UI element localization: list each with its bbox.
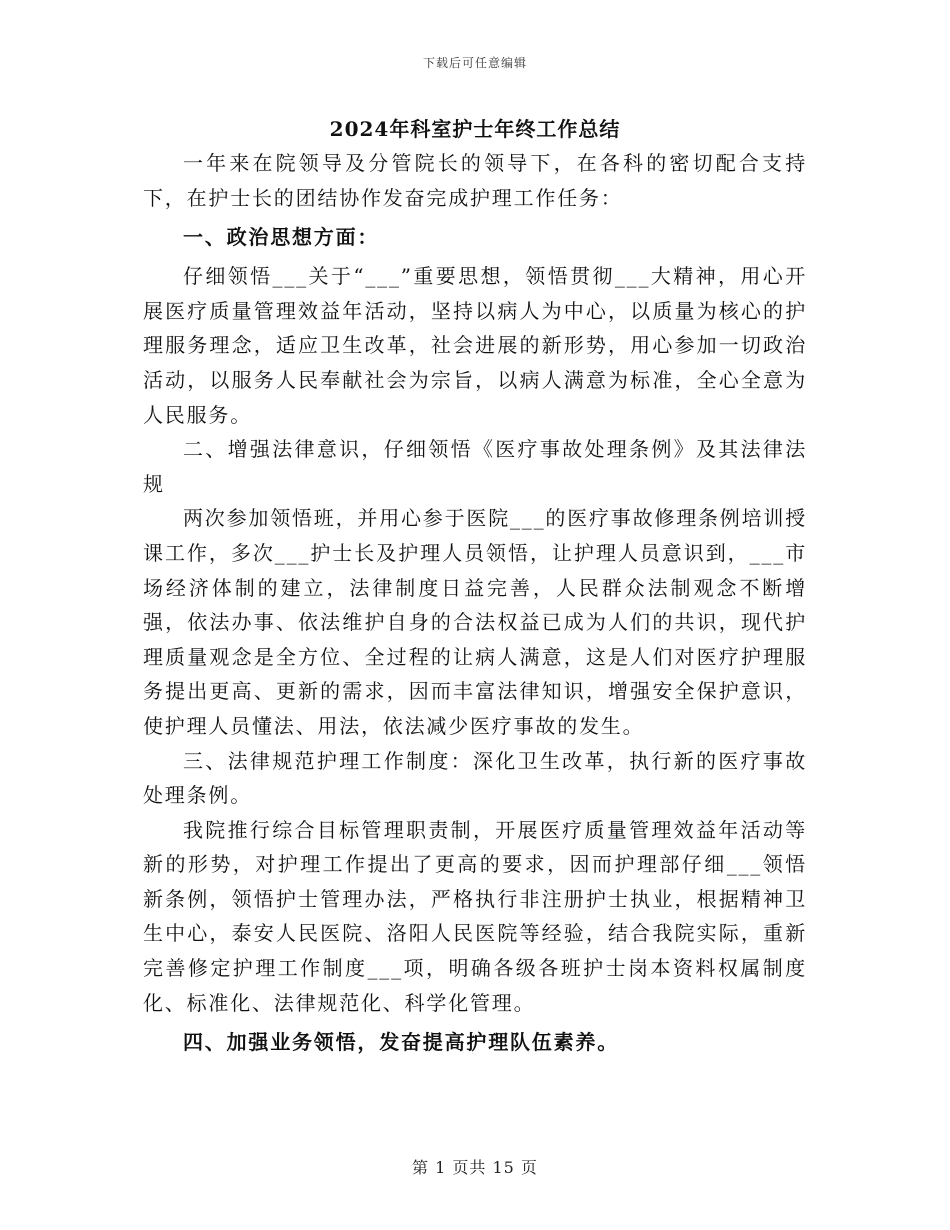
paragraph-rules: 我院推行综合目标管理职责制，开展医疗质量管理效益年活动等新的形势，对护理工作提出了更高的要求，因而护理部仔细___领悟新条例，领悟护士管理办法，严格执行非注册护士执业，根据精神卫生中心，泰安人民医院、洛阳人民医院等经验，结合我院实际，重新完善修定护理工作制度___项，明确各级各班护士岗本资料权属制度化、标准化、法律规范化、科学化管理。 <box>143 817 807 1015</box>
paragraph-rules-heading: 三、法律规范护理工作制度：深化卫生改革，执行新的医疗事故处理条例。 <box>143 748 807 808</box>
page-number: 第 1 页共 15 页 <box>412 1158 538 1177</box>
paragraph-intro: 一年来在院领导及分管院长的领导下，在各科的密切配合支持下，在护士长的团结协作发奋完成护理工作任务： <box>143 151 807 210</box>
paragraph-politics: 仔细领悟___关于“___”重要思想，领悟贯彻___大精神，用心开展医疗质量管理效益年活动，坚持以病人为中心，以质量为核心的护理服务理念，适应卫生改革，社会进展的新形势，用心参加一切政治活动，以服务人民奉献社会为宗旨，以病人满意为标准，全心全意为人民服务。 <box>143 264 807 427</box>
section-heading-training: 四、加强业务领悟，发奋提高护理队伍素养。 <box>183 1030 619 1055</box>
document-body <box>143 112 807 1064</box>
paragraph-law-heading: 二、增强法律意识，仔细领悟《医疗事故处理条例》及其法律法规 <box>143 437 807 496</box>
section-heading-politics: 一、政治思想方面： <box>183 225 380 250</box>
header-note: 下载后可任意编辑 <box>422 56 527 70</box>
document-title: 2024年科室护士年终工作总结 <box>329 117 621 141</box>
paragraph-law: 两次参加领悟班，并用心参于医院___的医疗事故修理条例培训授课工作，多次___护士长及护理人员领悟，让护理人员意识到，___市场经济体制的建立，法律制度日益完善，人民群众法制观念不断增强，依法办事、依法维护自身的合法权益已成为人们的共识，现代护理质量观念是全方位、全过程的让病人满意，这是人们对医疗护理服务提出更高、更新的需求，因而丰富法律知识，增强安全保护意识，使护理人员懂法、用法，依法减少医疗事故的发生。 <box>143 506 807 738</box>
